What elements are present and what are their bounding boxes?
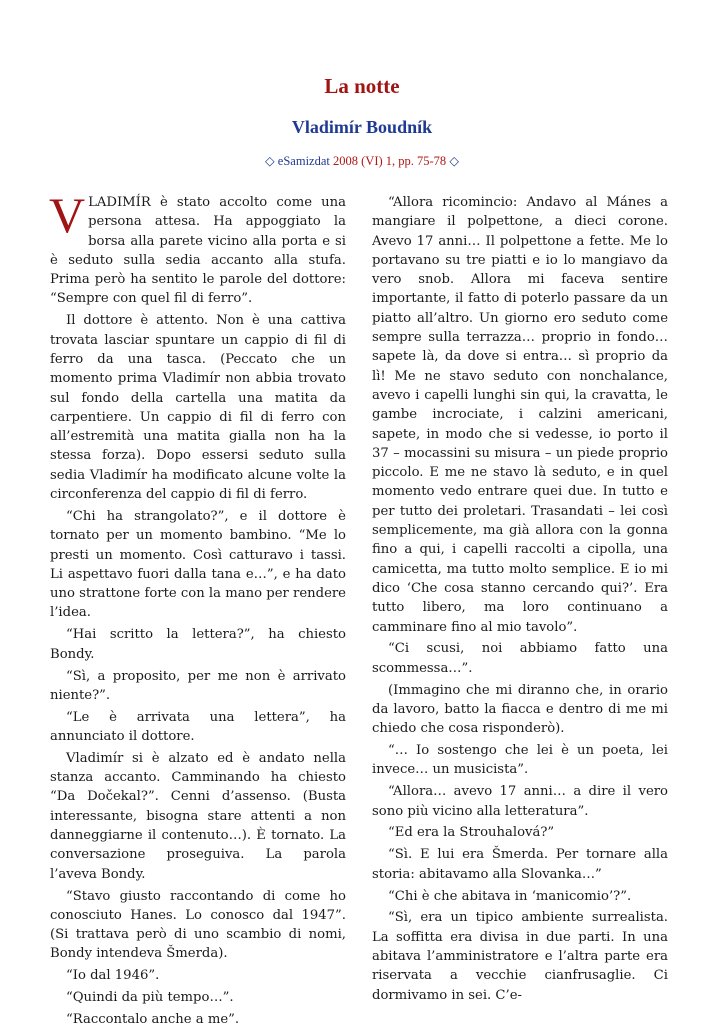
opening-paragraph [49,187,346,309]
paragraph: “Chi ha strangolato?”, e il dottore è tornato per un momento bambino. “Me lo presti un momento. Così catturavo i tassi. Li aspettavo fuori dalla tana e…”, e ha dato uno strattone forte con la mano per rendere l’idea. [50,508,346,621]
opening-text: è stato accolto come una persona attesa. Ha appoggiato la borsa alla parete vicino alla porta e si è seduto sulla sedia accanto alla stufa. Prima però ha sentito le parole del dottore: “Sempre con quel fil di ferro”. [50,195,346,307]
article-title: La notte [324,74,400,98]
paragraph: “Io dal 1946”. [66,968,160,984]
paragraph: “Stavo giusto raccontando di come ho conosciuto Hanes. Lo conosco dal 1947”. (Si trattava però di uno scambio di nomi, Bondy intendeva Šmerda). [50,888,346,962]
paragraph: “Ed era la Strouhalová?” [388,825,555,841]
paragraph: “… Io sostengo che lei è un poeta, lei invece… un musicista”. [372,743,668,778]
diamond-icon-left: ◇ [265,154,275,168]
paragraph: (Immagino che mi diranno che, in orario da lavoro, batto la fiacca e dentro di me mi chiedo che cosa risponderò). [372,682,668,737]
paragraph: “Chi è che abitava in ‘manicomio’?”. [388,888,632,904]
paragraph: “Sì, era un tipico ambiente surrealista. La soffitta era divisa in due parti. In una abitava l’amministratore e l’altra parte era riservata a vecchie cianfrusaglie. Ci dormivamo in sei. C’e- [372,910,668,1003]
paragraph: “Quindi da più tempo…”. [66,990,234,1006]
diamond-icon-right: ◇ [449,154,459,168]
paragraph: “Le è arrivata una lettera”, ha annunciato il dottore. [50,709,346,744]
paragraph: “Hai scritto la lettera?”, ha chiesto Bondy. [50,627,346,662]
citation-details: 2008 (VI) 1, pp. 75-78 [333,154,447,168]
paragraph: Vladimír si è alzato ed è andato nella stanza accanto. Camminando ha chiesto “Da Dočekal?”. Cenni d’assenso. (Busta interessante, bisogna stare attenti a non danneggiarne il contenuto…). È tornato. La conversazione proseguiva. La parola l’aveva Bondy. [50,750,346,882]
right-column [372,193,668,1008]
left-column [49,187,346,1032]
paragraph: “Allora… avevo 17 anni… a dire il vero sono più vicino alla letteratura”. [372,784,668,819]
journal-link[interactable]: eSamizdat [277,154,330,168]
paragraph: “Allora ricomincio: Andavo al Mánes a mangiare il polpettone, a dieci corone. Avevo 17 anni… Il polpettone a fette. Me lo portavano su tre piatti e io lo mangiavo da vero snob. Allora mi faceva sentire importante, il fatto di poterlo passare da un piatto all’altro. Un giorno ero seduto come sempre sulla terrazza… proprio in fondo… sapete là, da dove si entra… sì proprio da lì! Me ne stavo seduto con nonchalance, avevo i capelli lunghi sin qui, la cravatta, le gambe incrociate, i calzini americani, sapete, in modo che si vedesse, io porto il 37 – mocassini su misura – un piede proprio piccolo. E me ne stavo là seduto, e in quel momento vedo entrare quei due. In tutto e per tutto dei proletari. Trasandati – lei così semplicemente, ma già allora con la gonna fino a qui, i capelli raccolti a cipolla, una camicetta, ma tutto molto semplice. E io mi dico ‘Che cosa stanno cercando qui?’. Era tutto libero, ma loro continuano a camminare fino al mio tavolo”. [372,195,668,635]
citation-line [0,153,724,169]
paragraph: “Raccontalo anche a me”. [66,1012,240,1028]
first-word-rest: LADIMÍR [88,195,151,210]
paragraph: “Sì, a proposito, per me non è arrivato niente?”. [50,668,346,703]
article-author: Vladimír Boudník [291,117,433,137]
paragraph: “Sì. E lui era Šmerda. Per tornare alla storia: abitavamo alla Slovanka…” [372,847,668,882]
drop-cap: V [49,187,86,243]
paragraph: “Ci scusi, noi abbiamo fatto una scommessa…”. [372,641,668,676]
paragraph: Il dottore è attento. Non è una cattiva trovata lasciar spuntare un cappio di fil di ferro da una tasca. (Peccato che un momento prima Vladimír non abbia trovato sul fondo della cartella una matita da carpentiere. Un cappio di fil di ferro con all’estremità una matita gialla non ha la stessa forza). Dopo essersi seduto sulla sedia Vladimír ha modificato alcune volte la circonferenza del cappio di fil di ferro. [50,313,346,503]
